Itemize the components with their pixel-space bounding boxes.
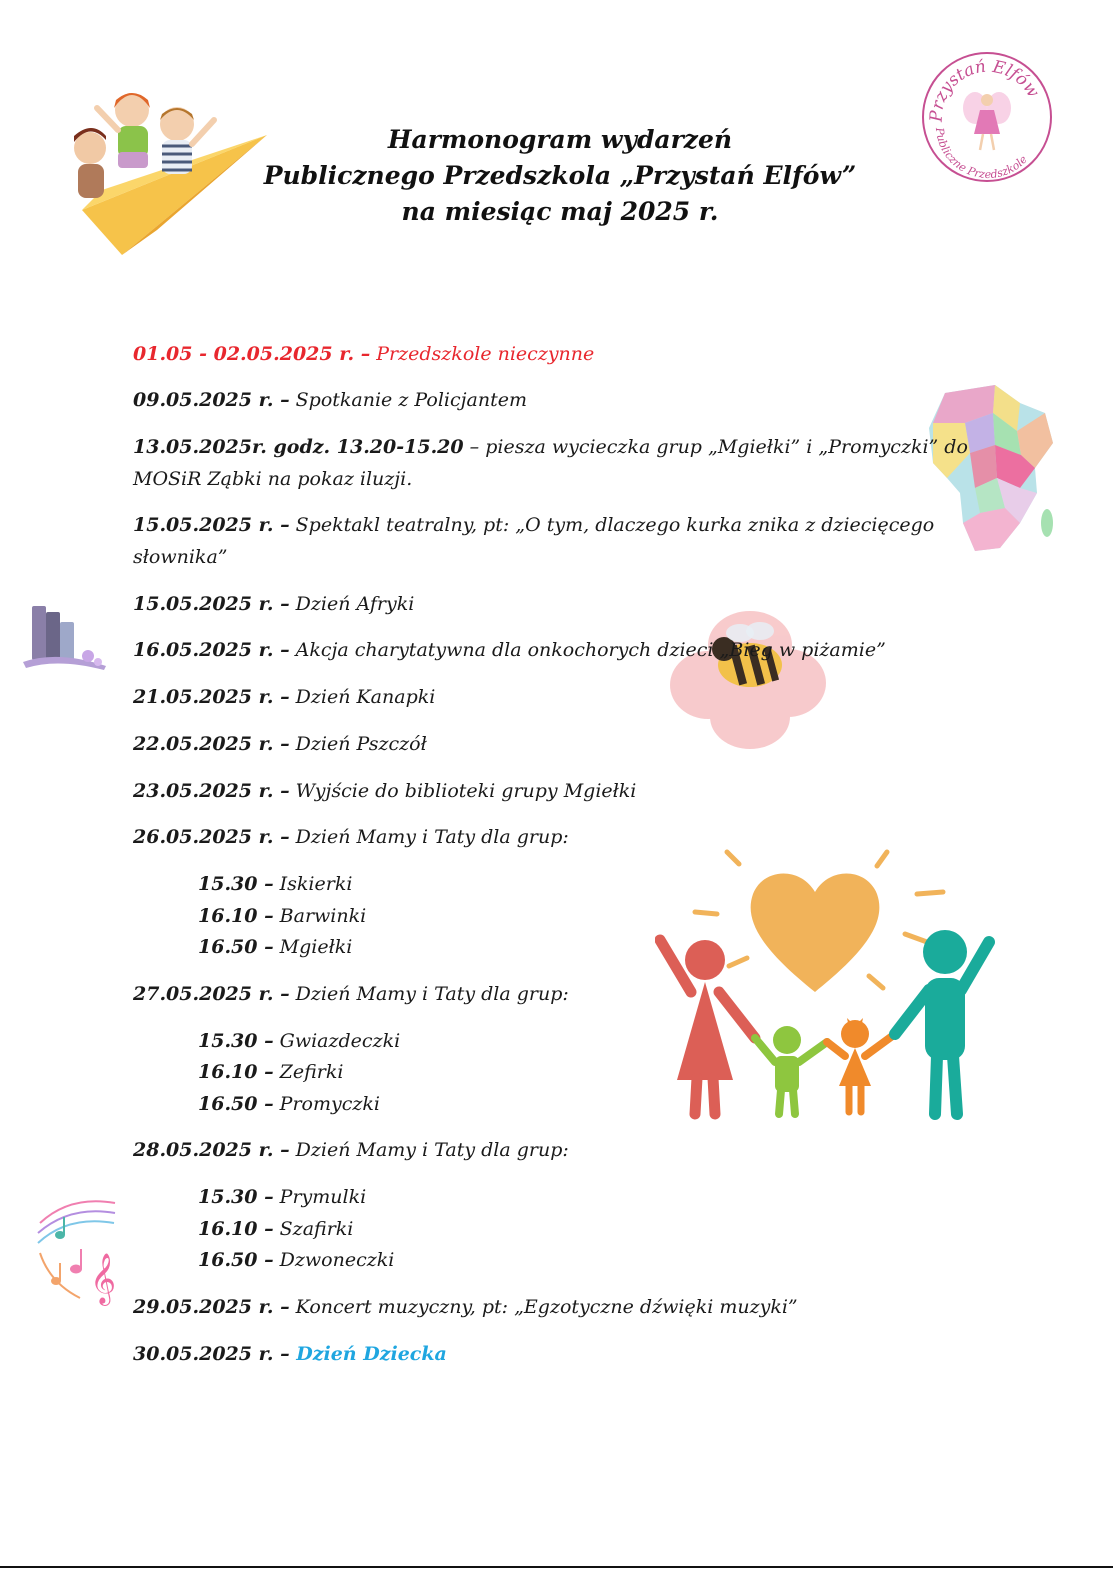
group-name: Gwiazdeczki: [273, 1030, 401, 1052]
title-line-1: Harmonogram wydarzeń: [387, 125, 733, 154]
group-slot: [198, 1181, 366, 1213]
event-text: Koncert muzyczny, pt: „Egzotyczne dźwięki muzyki”: [289, 1296, 798, 1318]
logo-top-text: Przystań Elfów: [926, 56, 1044, 123]
paper-plane-kids-icon: [62, 80, 272, 260]
event-30-05: [133, 1338, 447, 1370]
group-name: Promyczki: [273, 1093, 380, 1115]
group-slot: [198, 1213, 353, 1245]
group-slot: [198, 1244, 394, 1276]
svg-text:𝄞: 𝄞: [90, 1253, 117, 1304]
event-text: Przedszkole nieczynne: [370, 343, 595, 365]
event-text: Spotkanie z Policjantem: [289, 389, 527, 411]
group-name: Barwinki: [273, 905, 367, 927]
group-slot: [198, 931, 352, 963]
event-15-05-africa: [133, 588, 414, 620]
fairy-icon: [963, 92, 1011, 150]
group-time: 16.10 –: [198, 1218, 274, 1240]
music-notes-icon: [30, 1193, 120, 1308]
event-09-05: [133, 384, 527, 416]
group-name: Zefirki: [273, 1061, 344, 1083]
event-date: 27.05.2025 r. –: [133, 983, 290, 1005]
event-text: Spektakl teatralny, pt: „O tym, dlaczego kurka znika z dziecięcego: [289, 514, 935, 536]
group-slot: [198, 868, 352, 900]
group-name: Szafirki: [273, 1218, 354, 1240]
title-line-2: Publicznego Przedszkola „Przystań Elfów”: [263, 161, 857, 190]
group-slot: [198, 1025, 400, 1057]
event-text: – piesza wycieczka grup „Mgiełki” i „Promyczki” do: [463, 436, 968, 458]
title-line-3: na miesiąc maj 2025 r.: [401, 197, 719, 226]
page-bottom-border: [0, 1566, 1113, 1568]
group-time: 16.50 –: [198, 936, 274, 958]
family-heart-icon: [655, 842, 1000, 1122]
group-time: 16.10 –: [198, 1061, 274, 1083]
group-slot: [198, 1088, 380, 1120]
group-slot: [198, 1056, 343, 1088]
event-13-05: [133, 431, 968, 495]
event-text: Dzień Mamy i Taty dla grup:: [289, 983, 569, 1005]
event-date: 15.05.2025 r. –: [133, 514, 290, 536]
event-text-continued: MOSiR Ząbki na pokaz iluzji.: [133, 468, 413, 490]
books-icon: [18, 600, 110, 675]
preschool-logo: [920, 50, 1055, 185]
event-text-highlight: Dzień Dziecka: [289, 1343, 447, 1365]
event-date: 01.05 - 02.05.2025 r. –: [133, 343, 371, 365]
event-date: 22.05.2025 r. –: [133, 733, 290, 755]
event-date: 15.05.2025 r. –: [133, 593, 290, 615]
event-15-05-theatre: [133, 509, 934, 573]
group-name: Dzwoneczki: [273, 1249, 395, 1271]
event-date: 21.05.2025 r. –: [133, 686, 290, 708]
group-name: Iskierki: [273, 873, 353, 895]
event-date: 30.05.2025 r. –: [133, 1343, 290, 1365]
group-time: 16.10 –: [198, 905, 274, 927]
group-name: Mgiełki: [273, 936, 353, 958]
event-27-05: [133, 978, 569, 1010]
group-time: 16.50 –: [198, 1249, 274, 1271]
event-date: 26.05.2025 r. –: [133, 826, 290, 848]
group-time: 15.30 –: [198, 1186, 274, 1208]
event-text: Dzień Mamy i Taty dla grup:: [289, 826, 569, 848]
event-22-05: [133, 728, 427, 760]
logo-bottom-text: Publiczne Przedszkole: [932, 126, 1030, 182]
event-16-05: [133, 634, 886, 666]
event-28-05: [133, 1134, 569, 1166]
event-29-05: [133, 1291, 798, 1323]
group-time: 15.30 –: [198, 873, 274, 895]
event-21-05: [133, 681, 435, 713]
event-text-continued: słownika”: [133, 546, 228, 568]
event-text: Dzień Kanapki: [289, 686, 436, 708]
group-name: Prymulki: [273, 1186, 367, 1208]
event-date: 28.05.2025 r. –: [133, 1139, 290, 1161]
event-date: 09.05.2025 r. –: [133, 389, 290, 411]
group-time: 16.50 –: [198, 1093, 274, 1115]
event-date: 29.05.2025 r. –: [133, 1296, 290, 1318]
event-26-05: [133, 821, 569, 853]
event-date: 13.05.2025r. godz. 13.20-15.20: [133, 436, 464, 458]
event-text: Dzień Afryki: [289, 593, 415, 615]
event-date: 16.05.2025 r. –: [133, 639, 290, 661]
group-slot: [198, 900, 366, 932]
page-title: [260, 122, 860, 230]
event-01-05: [133, 338, 594, 370]
event-text: Dzień Pszczół: [289, 733, 427, 755]
event-date: 23.05.2025 r. –: [133, 780, 290, 802]
event-text: Dzień Mamy i Taty dla grup:: [289, 1139, 569, 1161]
bee-flower-icon: [668, 605, 833, 750]
event-text: Wyjście do biblioteki grupy Mgiełki: [289, 780, 637, 802]
event-23-05: [133, 775, 636, 807]
group-time: 15.30 –: [198, 1030, 274, 1052]
event-text: Akcja charytatywna dla onkochorych dzieci „Bieg w piżamie”: [289, 639, 886, 661]
